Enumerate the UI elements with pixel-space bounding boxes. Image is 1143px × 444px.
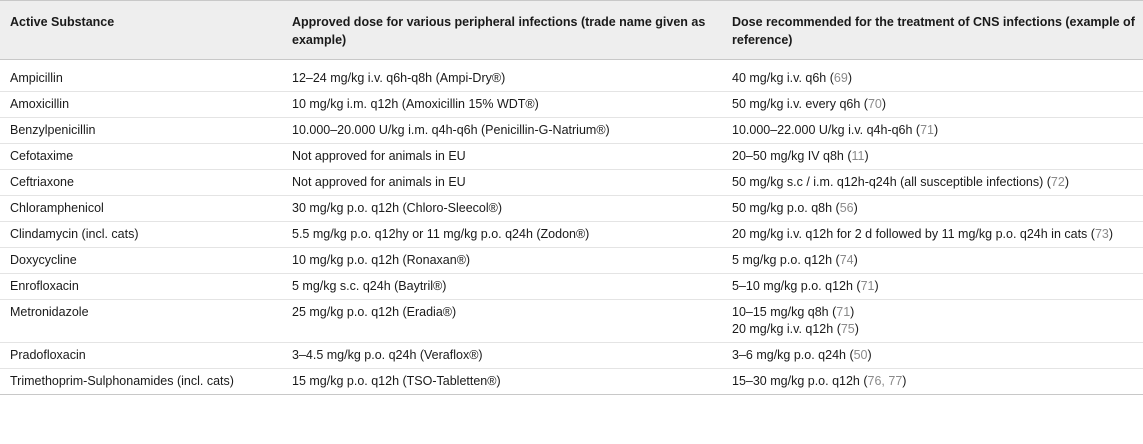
cell-approved-dose: 15 mg/kg p.o. q12h (TSO-Tabletten®) <box>292 374 501 388</box>
cns-dose-paren: ) <box>874 279 879 293</box>
cell-active-substance: Clindamycin (incl. cats) <box>10 227 139 241</box>
cns-dose-text: 20 mg/kg i.v. q12h for 2 d followed by 11 mg/kg p.o. q24h in cats ( <box>732 227 1095 241</box>
cell-active-substance: Trimethoprim-Sulphonamides (incl. cats) <box>10 374 234 388</box>
cns-dose-paren: ) <box>853 201 858 215</box>
cns-dose-line <box>732 174 1135 191</box>
table-header <box>0 1 1143 60</box>
cns-dose-text: 50 mg/kg p.o. q8h ( <box>732 201 840 215</box>
reference-link[interactable]: 71 <box>836 305 851 319</box>
header-approved-dose: Approved dose for various peripheral infections (trade name given as example) <box>292 15 706 47</box>
cell-cns-dose <box>722 170 1143 196</box>
cell-approved-dose: 10.000–20.000 U/kg i.m. q4h-q6h (Penicillin-G-Natrium®) <box>292 123 610 137</box>
reference-link[interactable]: 70 <box>867 97 882 111</box>
reference-link[interactable]: 74 <box>839 253 854 267</box>
cell-cns-dose <box>722 343 1143 369</box>
cns-dose-text: 15–30 mg/kg p.o. q12h ( <box>732 374 868 388</box>
cell-active-substance: Enrofloxacin <box>10 279 79 293</box>
cell-cns-dose <box>722 144 1143 170</box>
reference-link[interactable]: 72 <box>1050 175 1065 189</box>
table-row <box>0 60 1143 92</box>
cell-cns-dose <box>722 274 1143 300</box>
table-row <box>0 222 1143 248</box>
table-row <box>0 118 1143 144</box>
cell-active-substance: Ampicillin <box>10 71 63 85</box>
cell-approved-dose: 30 mg/kg p.o. q12h (Chloro-Sleecol®) <box>292 201 503 215</box>
cns-dose-line <box>732 226 1135 243</box>
cns-dose-line <box>732 200 1135 217</box>
cns-dose-line <box>732 373 1135 390</box>
reference-link[interactable]: 71 <box>860 279 875 293</box>
cns-dose-line <box>732 252 1135 269</box>
cns-dose-line <box>732 122 1135 139</box>
cns-dose-paren: ) <box>864 149 869 163</box>
table-row <box>0 144 1143 170</box>
reference-link[interactable]: 73 <box>1094 227 1109 241</box>
header-row <box>0 1 1143 60</box>
table-body <box>0 60 1143 395</box>
cell-cns-dose <box>722 118 1143 144</box>
cell-cns-dose <box>722 92 1143 118</box>
cns-dose-line <box>732 96 1135 113</box>
cell-cns-dose <box>722 222 1143 248</box>
reference-link[interactable]: 75 <box>840 322 855 336</box>
cns-dose-text: 10.000–22.000 U/kg i.v. q4h-q6h ( <box>732 123 921 137</box>
cell-approved-dose: Not approved for animals in EU <box>292 149 466 163</box>
cell-active-substance: Ceftriaxone <box>10 175 74 189</box>
cns-dose-line <box>732 304 1135 321</box>
reference-link[interactable]: 71 <box>920 123 934 137</box>
cell-approved-dose: 10 mg/kg p.o. q12h (Ronaxan®) <box>292 253 471 267</box>
table-row <box>0 170 1143 196</box>
cell-approved-dose: 25 mg/kg p.o. q12h (Eradia®) <box>292 305 457 319</box>
cell-active-substance: Doxycycline <box>10 253 77 267</box>
cns-dose-line <box>732 278 1135 295</box>
cell-cns-dose <box>722 60 1143 92</box>
cell-approved-dose: 12–24 mg/kg i.v. q6h-q8h (Ampi-Dry®) <box>292 71 506 85</box>
cns-dose-paren: ) <box>854 322 859 336</box>
cell-cns-dose <box>722 300 1143 343</box>
cns-dose-paren: ) <box>847 71 852 85</box>
table-row <box>0 92 1143 118</box>
table-row <box>0 300 1143 343</box>
cns-dose-paren: ) <box>850 305 855 319</box>
cns-dose-line <box>732 347 1135 364</box>
reference-link[interactable]: 50 <box>853 348 868 362</box>
cns-dose-text: 20–50 mg/kg IV q8h ( <box>732 149 852 163</box>
table-row <box>0 343 1143 369</box>
cns-dose-text: 20 mg/kg i.v. q12h ( <box>732 322 841 336</box>
cns-dose-paren: ) <box>934 123 939 137</box>
cell-active-substance: Metronidazole <box>10 305 89 319</box>
cns-dose-paren: ) <box>853 253 858 267</box>
reference-link[interactable]: 69 <box>833 71 848 85</box>
cns-dose-text: 50 mg/kg i.v. every q6h ( <box>732 97 868 111</box>
cell-approved-dose: 5.5 mg/kg p.o. q12hy or 11 mg/kg p.o. q24h (Zodon®) <box>292 227 590 241</box>
cns-dose-line <box>732 321 1135 338</box>
cell-active-substance: Chloramphenicol <box>10 201 104 215</box>
reference-link[interactable]: 76, 77 <box>867 374 903 388</box>
cell-approved-dose: Not approved for animals in EU <box>292 175 466 189</box>
cns-dose-text: 3–6 mg/kg p.o. q24h ( <box>732 348 854 362</box>
table-row <box>0 274 1143 300</box>
cns-dose-line <box>732 148 1135 165</box>
cns-dose-paren: ) <box>1108 227 1114 241</box>
table-row <box>0 369 1143 395</box>
cns-dose-paren: ) <box>902 374 907 388</box>
cns-dose-line <box>732 70 1135 87</box>
cell-approved-dose: 5 mg/kg s.c. q24h (Baytril®) <box>292 279 447 293</box>
cns-dose-paren: ) <box>1064 175 1069 189</box>
cns-dose-text: 40 mg/kg i.v. q6h ( <box>732 71 834 85</box>
cns-dose-paren: ) <box>881 97 887 111</box>
reference-link[interactable]: 56 <box>839 201 854 215</box>
header-active-substance: Active Substance <box>10 15 115 29</box>
cell-approved-dose: 10 mg/kg i.m. q12h (Amoxicillin 15% WDT®) <box>292 97 539 111</box>
reference-link[interactable]: 11 <box>851 149 865 163</box>
cell-active-substance: Benzylpenicillin <box>10 123 96 137</box>
cns-dose-paren: ) <box>867 348 872 362</box>
cell-active-substance: Amoxicillin <box>10 97 70 111</box>
cns-dose-text: 10–15 mg/kg q8h ( <box>732 305 837 319</box>
table-row <box>0 248 1143 274</box>
header-cns-dose: Dose recommended for the treatment of CNS infections (example of reference) <box>732 15 1135 47</box>
table-row <box>0 196 1143 222</box>
cell-cns-dose <box>722 369 1143 395</box>
cns-dose-text: 50 mg/kg s.c / i.m. q12h-q24h (all susceptible infections) ( <box>732 175 1051 189</box>
cell-active-substance: Cefotaxime <box>10 149 74 163</box>
cell-cns-dose <box>722 248 1143 274</box>
cell-approved-dose: 3–4.5 mg/kg p.o. q24h (Veraflox®) <box>292 348 483 362</box>
cns-dose-text: 5 mg/kg p.o. q12h ( <box>732 253 840 267</box>
cell-active-substance: Pradofloxacin <box>10 348 86 362</box>
cns-dose-text: 5–10 mg/kg p.o. q12h ( <box>732 279 861 293</box>
cell-cns-dose <box>722 196 1143 222</box>
